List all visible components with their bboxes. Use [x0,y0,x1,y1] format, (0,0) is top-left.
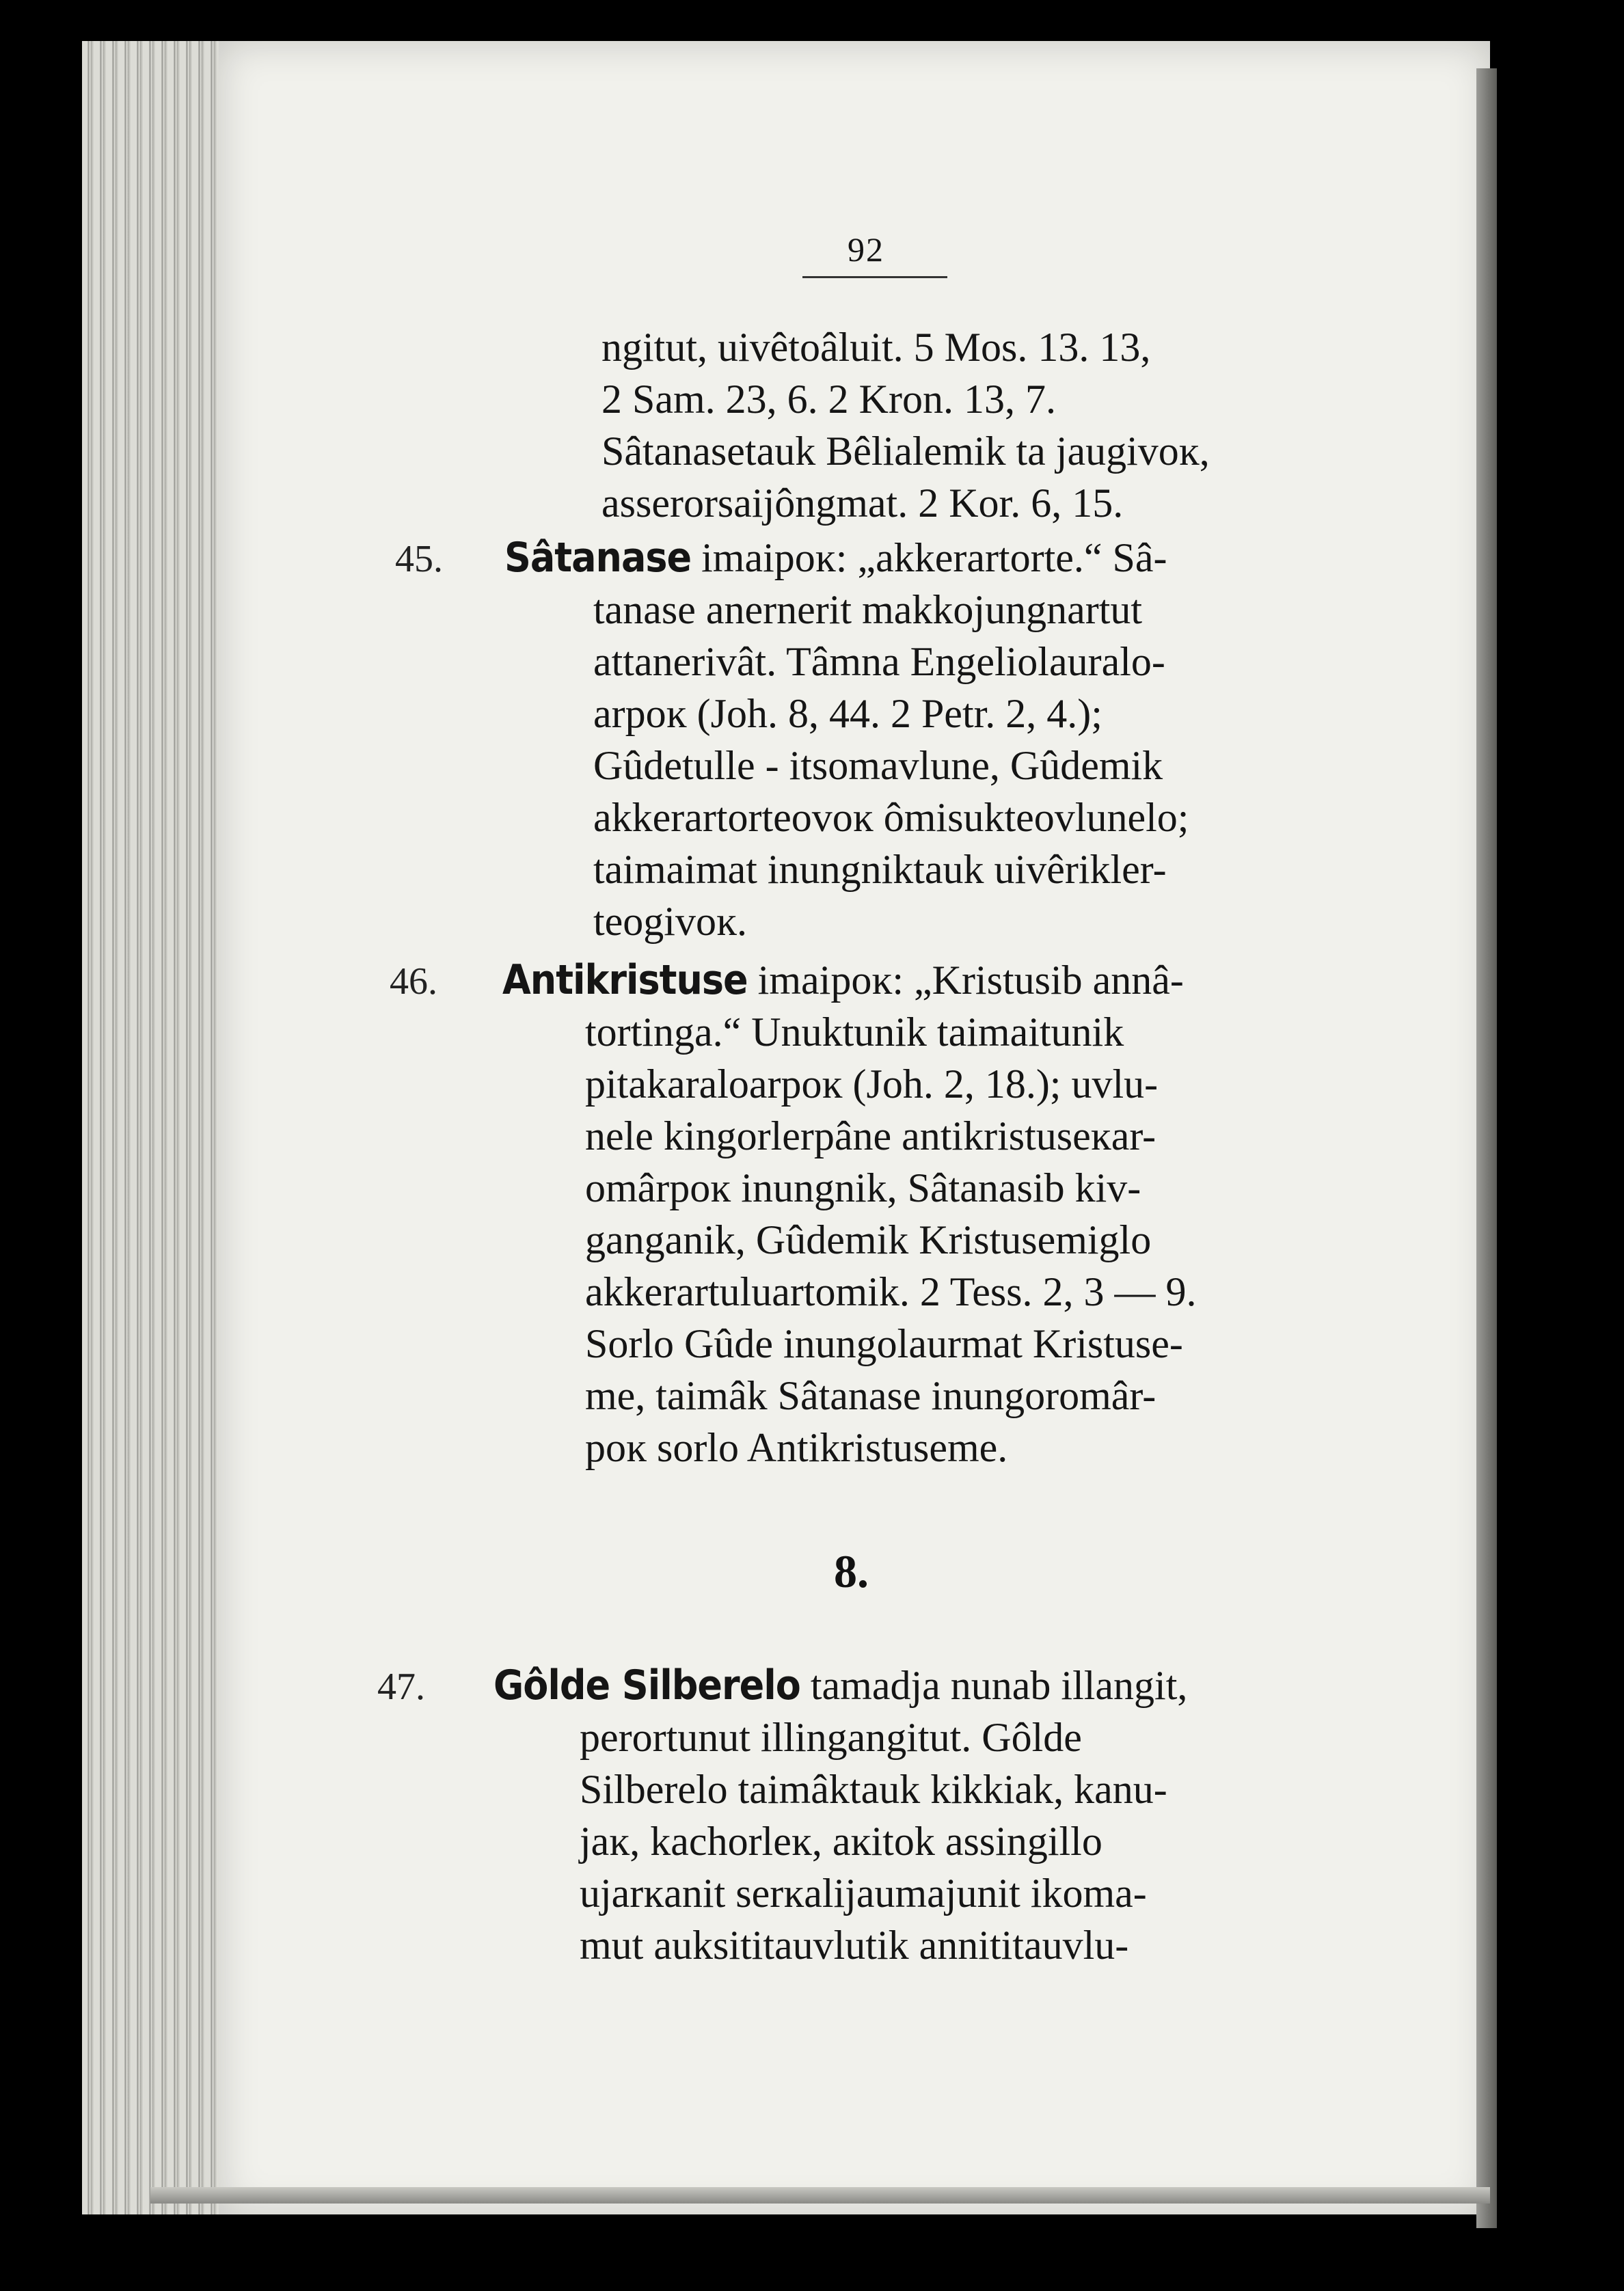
book-spine [1476,68,1497,2228]
continuation-line: ngitut, uivêtoâluit. 5 Mos. 13. 13, [601,325,1151,370]
entry-line: nele kingorlerpâne antikristuseĸar- [585,1113,1156,1158]
entry-line: Silberelo taimâktauk kikkiak, kanu- [580,1767,1167,1812]
entry-line: arpoĸ (Joh. 8, 44. 2 Petr. 2, 4.); [593,691,1102,736]
entry-line: poĸ sorlo Antikristuseme. [585,1425,1008,1470]
page-bottom-edge [150,2187,1490,2204]
entry-line: omârpoĸ inungnik, Sâtanasib kiv- [585,1165,1141,1210]
entry-line: perortunut illingangitut. Gôlde [580,1715,1082,1760]
entry-first-line-text: tamadja nunab illangit, [800,1663,1188,1708]
entry-heading: Antikristuse [502,956,748,1004]
header-rule [802,276,947,278]
continuation-line: Sâtanasetauk Bêlialemik ta jaugivoĸ, [601,429,1210,474]
entry-line: ujarĸanit serĸalijaumajunit ikoma- [580,1871,1147,1916]
entry-first-line [502,956,1184,1004]
entry-heading: Gôlde Silberelo [493,1662,800,1709]
section-number: 8. [834,1545,869,1597]
continuation-line: 2 Sam. 23, 6. 2 Kron. 13, 7. [601,377,1056,422]
entry-number: 45. [395,538,443,580]
entry-first-line-text: imaipoĸ: „Kristusib annâ- [747,958,1184,1003]
entry-line: ganganik, Gûdemik Kristusemiglo [585,1217,1152,1262]
entry-line: Sorlo Gûde inungolaurmat Kristuse- [585,1321,1183,1366]
entry-line: jaĸ, kachorleĸ, aĸitok assingillo [580,1819,1102,1864]
entry-line: me, taimâk Sâtanase inungoromâr- [585,1373,1156,1418]
entry-heading: Sâtanase [504,534,692,582]
entry-line: tanase anernerit makkojungnartut [593,587,1143,632]
continuation-line: asserorsaijôngmat. 2 Kor. 6, 15. [601,480,1124,526]
entry-line: taimaimat inungniktauk uivêrikler- [593,847,1167,892]
entry-line: Gûdetulle - itsomavlune, Gûdemik [593,743,1163,788]
page-number: 92 [848,230,884,269]
entry-line: mut auksititauvlutik annititauvlu- [580,1923,1129,1968]
entry-first-line [493,1662,1188,1709]
entry-number: 47. [377,1666,425,1708]
entry-line: attanerivât. Tâmna Engeliolauralo- [593,639,1165,684]
entry-number: 46. [390,960,437,1003]
entry-first-line-text: imaipoĸ: „akkerartorte.“ Sâ- [691,535,1167,580]
entry-line: tortinga.“ Unuktunik taimaitunik [585,1009,1124,1055]
entry-line: teogivoĸ. [593,899,747,944]
entry-line: pitakaraloarpoĸ (Joh. 2, 18.); uvlu- [585,1061,1159,1107]
entry-first-line [504,534,1167,582]
entry-line: akkerartuluartomik. 2 Tess. 2, 3 — 9. [585,1269,1197,1314]
entry-line: akkerartorteovoĸ ômisukteovlunelo; [593,795,1189,840]
